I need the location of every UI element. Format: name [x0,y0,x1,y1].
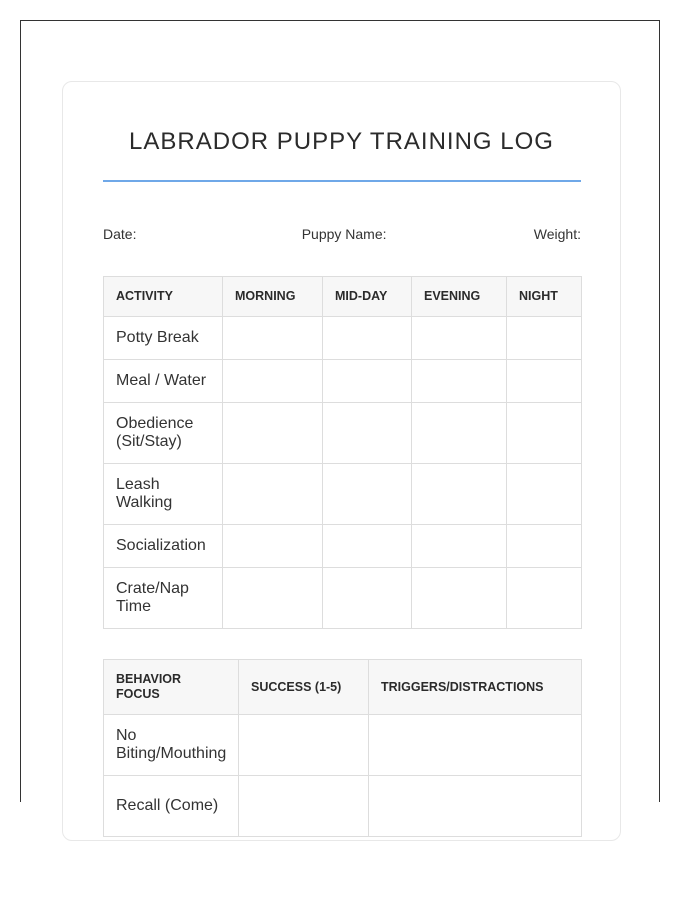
entry-cell[interactable] [412,317,507,360]
col-header-evening: EVENING [412,277,507,317]
table-row [104,776,582,837]
table-row [104,403,582,464]
behavior-table-header [104,660,582,715]
table-row [104,715,582,776]
entry-cell[interactable] [323,464,412,525]
weight-label: Weight: [533,226,581,242]
entry-cell[interactable] [323,568,412,629]
page-frame [20,20,660,814]
entry-cell[interactable] [239,776,369,837]
entry-cell[interactable] [507,403,582,464]
entry-cell[interactable] [323,360,412,403]
training-log-card [62,81,621,841]
activity-label: Potty Break [104,317,223,360]
behavior-label: Recall (Come) [104,776,239,837]
page-title: LABRADOR PUPPY TRAINING LOG [129,128,554,155]
entry-cell[interactable] [223,464,323,525]
col-header-triggers: TRIGGERS/DISTRACTIONS [369,660,582,715]
activity-label: Leash Walking [104,464,223,525]
entry-cell[interactable] [239,715,369,776]
activity-label: Socialization [104,525,223,568]
table-row [104,525,582,568]
entry-cell[interactable] [507,568,582,629]
entry-cell[interactable] [412,464,507,525]
entry-cell[interactable] [507,317,582,360]
date-label: Date: [103,226,137,242]
entry-cell[interactable] [412,360,507,403]
col-header-mid-day: MID-DAY [323,277,412,317]
entry-cell[interactable] [223,525,323,568]
entry-cell[interactable] [369,776,582,837]
puppy-name-label: Puppy Name: [301,226,387,242]
entry-cell[interactable] [323,317,412,360]
behavior-table [103,659,582,837]
entry-cell[interactable] [323,525,412,568]
title-divider [103,180,581,182]
col-header-behavior-focus: BEHAVIOR FOCUS [104,660,239,715]
table-row [104,360,582,403]
col-header-success: SUCCESS (1-5) [239,660,369,715]
entry-cell[interactable] [507,525,582,568]
behavior-label: No Biting/Mouthing [104,715,239,776]
entry-cell[interactable] [412,568,507,629]
col-header-morning: MORNING [223,277,323,317]
entry-cell[interactable] [412,525,507,568]
entry-cell[interactable] [223,568,323,629]
table-row [104,317,582,360]
activity-label: Crate/Nap Time [104,568,223,629]
entry-cell[interactable] [507,360,582,403]
entry-cell[interactable] [323,403,412,464]
table-row [104,464,582,525]
activity-label: Meal / Water [104,360,223,403]
activity-table-header [104,277,582,317]
activity-label: Obedience (Sit/Stay) [104,403,223,464]
entry-cell[interactable] [369,715,582,776]
entry-cell[interactable] [223,317,323,360]
col-header-activity: ACTIVITY [104,277,223,317]
table-row [104,568,582,629]
log-fields [103,226,581,244]
entry-cell[interactable] [223,403,323,464]
col-header-night: NIGHT [507,277,582,317]
activity-table [103,276,582,629]
entry-cell[interactable] [223,360,323,403]
entry-cell[interactable] [507,464,582,525]
entry-cell[interactable] [412,403,507,464]
